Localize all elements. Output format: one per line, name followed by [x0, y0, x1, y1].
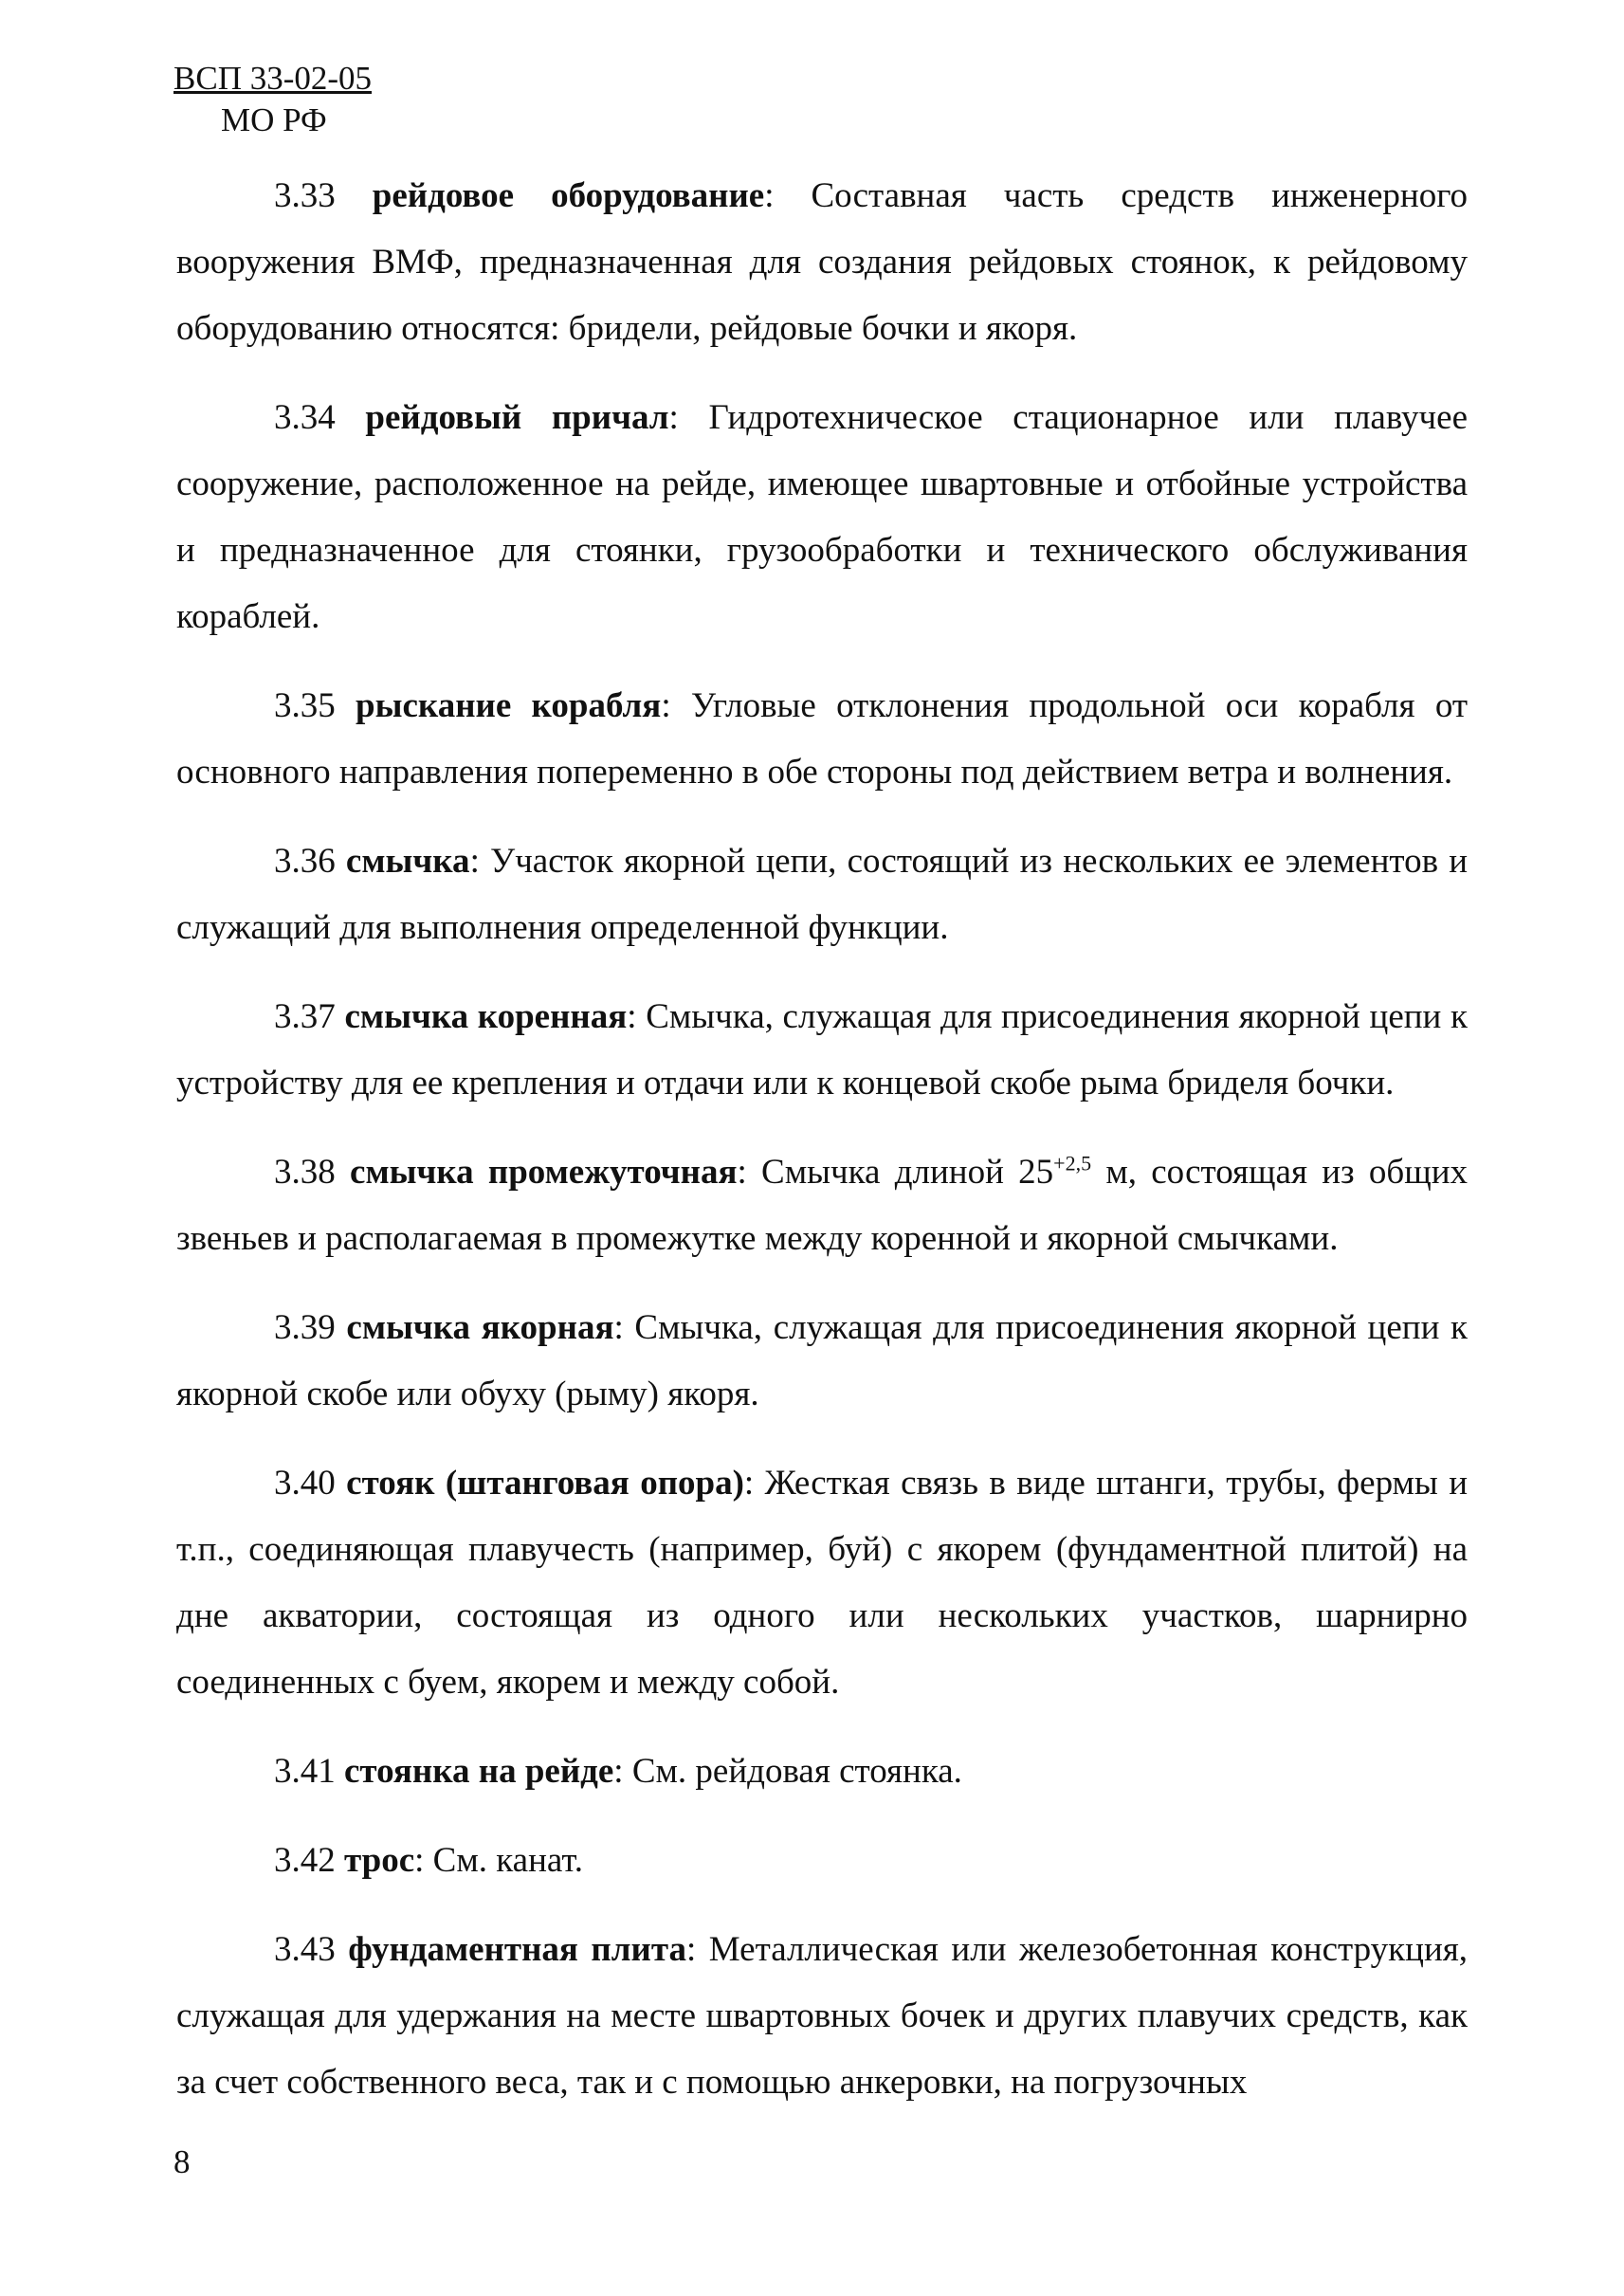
entry-separator: : [764, 176, 775, 215]
entry-number: 3.35 [274, 686, 336, 725]
entry-separator: : [737, 1153, 747, 1192]
entry-term: стоянка на рейде [344, 1752, 614, 1791]
entry-text: См. рейдовая стоянка. [623, 1752, 962, 1791]
entry-term: трос [344, 1841, 415, 1880]
entry-term: рейдовое оборудование [372, 176, 765, 215]
definition-entry [176, 1828, 1468, 1894]
definition-entry [176, 163, 1468, 362]
document-organization: МО РФ [221, 101, 327, 138]
entry-term: рейдовый причал [365, 398, 669, 437]
entry-term: смычка [345, 842, 470, 881]
definition-entry [176, 829, 1468, 961]
entry-number: 3.40 [274, 1464, 336, 1503]
entry-number: 3.36 [274, 842, 336, 881]
document-code: ВСП 33-02-05 [173, 60, 373, 97]
definition-entry [176, 1450, 1468, 1716]
entry-term: смычка якорная [346, 1308, 614, 1347]
definitions-list [176, 163, 1468, 2139]
definition-entry [176, 984, 1468, 1117]
entry-number: 3.33 [274, 176, 336, 215]
definition-entry [176, 1739, 1468, 1805]
entry-number: 3.43 [274, 1930, 336, 1969]
entry-text: Участок якорной цепи, состоящий из нескольких ее элементов и служащий для выполнения определенной функции. [176, 842, 1468, 947]
definition-entry [176, 1139, 1468, 1272]
entry-number: 3.41 [274, 1752, 336, 1791]
entry-separator: : [613, 1752, 624, 1791]
entry-separator: : [685, 1930, 697, 1969]
entry-text-continued: м, состоящая из общих звеньев и располагаемая в промежутке между коренной и якорной смычками. [176, 1153, 1469, 1258]
entry-term: смычка коренная [344, 997, 628, 1036]
entry-number: 3.38 [274, 1153, 336, 1192]
entry-separator: : [743, 1464, 755, 1503]
tolerance-superscript: +2,5 [1053, 1151, 1092, 1175]
entry-term: смычка промежуточная [350, 1153, 738, 1192]
definition-entry [176, 385, 1468, 650]
entry-text: Смычка длиной 25 [746, 1153, 1054, 1192]
entry-number: 3.39 [274, 1308, 336, 1347]
entry-text: См. канат. [424, 1841, 584, 1880]
definition-entry [176, 1917, 1468, 2116]
page-number: 8 [173, 2143, 191, 2180]
entry-separator: : [469, 842, 480, 881]
entry-separator: : [668, 398, 679, 437]
entry-separator: : [613, 1308, 624, 1347]
entry-number: 3.42 [274, 1841, 336, 1880]
entry-separator: : [661, 686, 671, 725]
entry-text: Жесткая связь в виде штанги, трубы, фермы и т.п., соединяющая плавучесть (например, буй) с якорем (фундаментной плитой) на дне акватории, состоящая из одного или нескольких участков, шарнирно соединенных с буем, якорем и между собой. [176, 1464, 1469, 1702]
entry-text: Смычка, служащая для присоединения якорной цепи к устройству для ее крепления и отдачи или к концевой скобе рыма бриделя бочки. [176, 997, 1469, 1102]
entry-number: 3.34 [274, 398, 336, 437]
entry-text: Гидротехническое стационарное или плавучее сооружение, расположенное на рейде, имеющее швартовные и отбойные устройства и предназначенное для стоянки, грузообработки и технического обслуживания кораблей. [176, 398, 1468, 636]
definition-entry [176, 673, 1468, 806]
entry-number: 3.37 [274, 997, 336, 1036]
entry-term: фундаментная плита [348, 1930, 686, 1969]
entry-text: Металлическая или железобетонная конструкция, служащая для удержания на месте швартовных бочек и других плавучих средств, как за счет собственного веса, так и с помощью анкеровки, на погрузочных [176, 1930, 1469, 2102]
entry-term: стояк (штанговая опора) [346, 1464, 744, 1503]
entry-text: Смычка, служащая для присоединения якорной цепи к якорной скобе или обуху (рыму) якоря. [176, 1308, 1469, 1413]
entry-text: Составная часть средств инженерного вооружения ВМФ, предназначенная для создания рейдовых стоянок, к рейдовому оборудованию относятся: бридели, рейдовые бочки и якоря. [176, 176, 1468, 348]
entry-separator: : [414, 1841, 425, 1880]
entry-text: Угловые отклонения продольной оси корабля от основного направления попеременно в обе стороны под действием ветра и волнения. [176, 686, 1469, 792]
definition-entry [176, 1295, 1468, 1428]
entry-separator: : [627, 997, 637, 1036]
entry-term: рыскание корабля [356, 686, 662, 725]
